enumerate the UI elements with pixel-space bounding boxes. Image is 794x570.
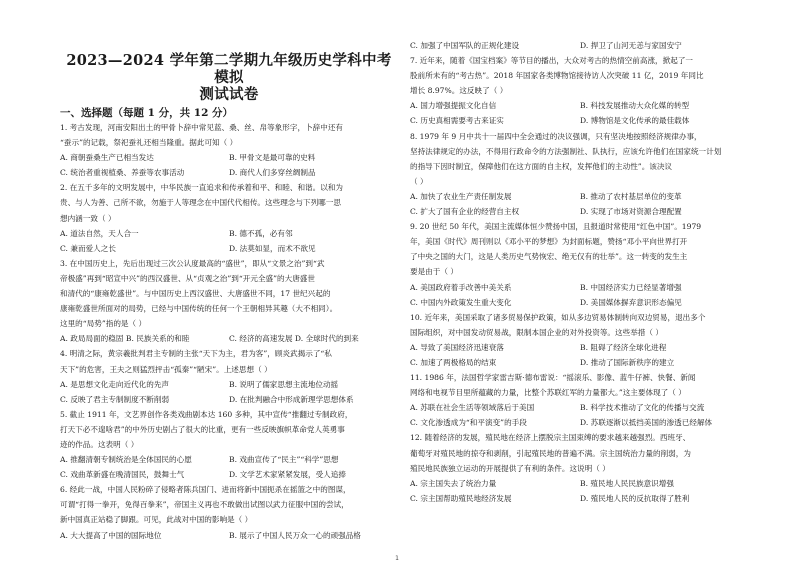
option-text: D. 文学艺术家紧紧发展，受人追捧 (229, 470, 346, 480)
question-text-line: 了中央之国的大门，这是人类历史气势恢宏、绝无仅有的壮举”。这一转变的发生主 (410, 252, 688, 262)
option-row (60, 150, 398, 165)
question-text-line: 年，美国《时代》周刊则以《邓小平的梦想》为封面标题，赞扬“邓小平向世界打开 (410, 237, 688, 247)
left-questions (60, 120, 398, 543)
question-text-line: 天下”的危害，王夫之则猛烈抨击“孤秦”“陋宋”。上述思想（ ） (60, 364, 272, 374)
question-text-line: 10. 近年来，美国采取了诸多贸易保护政策，如从多边贸易体制转向双边贸易，退出多个 (410, 312, 706, 322)
question-text-line: 1. 考古发现，河南安阳出土的甲骨卜辞中常见蓝、桑、丝、帛等象形字，卜辞中还有 (60, 123, 344, 132)
question-text-line: 迹的作品。这表明（ ） (60, 439, 139, 449)
option-row (60, 331, 398, 346)
option-text: B. 阻碍了经济全球化进程 (580, 342, 667, 352)
option-text: D. 捍卫了山河无恙与家国安宁 (580, 41, 682, 50)
option-row (60, 377, 398, 392)
question-text-line: 3. 在中国历史上，先后出现过三次公认度最高的“盛世”，即从“文景之治”到“武 (60, 258, 325, 268)
option-text: C. 戏曲革新盛在晚清国民，鼓舞士气 (60, 470, 185, 480)
option-text: D. 美国媒体摒弃意识形态偏见 (580, 297, 682, 307)
question-text-line: 4. 明清之际，黄宗羲批判君主专制的主张“天下为主，君为客”，顾炎武揭示了“私 (60, 349, 332, 359)
question-text-line: 这里的“局势”指的是（ ） (60, 319, 147, 329)
option-text: D. 在批判融合中形成新理学思想体系 (229, 394, 354, 404)
option-row (410, 295, 750, 310)
exam-title (60, 52, 398, 103)
option-text: C. 中国内外政策发生重大变化 (410, 297, 512, 307)
question-text-line: 的指导下因时制宜，保障他们在这方面的自主权，发挥他们的主动性”。该决议 (410, 161, 673, 171)
question-text-line: 想内涵一致（ ） (60, 213, 116, 223)
option-row (410, 204, 750, 219)
question-text-line: （ ） (410, 176, 428, 186)
question-text-line: 和清代的“康雍乾盛世”。与中国历史上西汉盛世、大唐盛世不同，17 世纪兴起的 (60, 289, 331, 299)
exam-title-line-1: 2023—2024 学年第二学期九年级历史学科中考模拟 (66, 52, 392, 86)
option-text: C. 扩大了国有企业的经营自主权 (410, 207, 520, 217)
question-text-line: 新中国真正站稳了脚跟。可见，此战对中国的影响是（ ） (60, 515, 253, 525)
option-text: D. 苏联逐渐以抵挡美国的渗透已经解体 (580, 418, 713, 428)
option-text: B. 德不孤，必有邻 (229, 228, 293, 238)
option-text: D. 推动了国际新秩序的建立 (580, 357, 675, 367)
option-text: A. 导致了美国经济迅速衰落 (410, 342, 504, 352)
option-text: D. 商代人们多穿丝绸制品 (229, 168, 316, 178)
question-text-line: 增长 8.97%。这反映了（ ） (410, 86, 508, 96)
question-text-line: 网络和电视节目里所蕴藏的力量，比整个苏联红军的力量都大。”这主要体现了（ ） (410, 388, 686, 398)
option-text: B. 甲骨文是最可靠的史料 (229, 153, 316, 163)
option-row (410, 113, 750, 128)
question-text-line: 帝极盛”再到“昭宣中兴”的西汉盛世、从“贞观之治”到“开元全盛”的大唐盛世 (60, 273, 315, 283)
option-row (410, 98, 750, 113)
option-text: C. 文化渗透成为“和平演变”的手段 (410, 418, 527, 428)
question-text-line: 坚持法律规定的办法，不得用行政命令的方法强制社、队执行，应该允许他们在国家统一计划 (410, 146, 722, 156)
option-text: A. 国力增强提振文化自信 (410, 101, 497, 111)
question-text-line: 6. 经此一战，中国人民粉碎了侵略者陈兵国门、进而将新中国扼杀在摇篮之中的图谋， (60, 485, 351, 495)
question-text-line: 9. 20 世纪 50 年代，美国主流媒体恒少赞扬中国，且报道时常使用“红色中国”。1979 (410, 222, 702, 232)
option-text: C. 加强了中国军队的正规化建设 (410, 41, 520, 50)
option-text: A. 道法自然，天人合一 (60, 228, 139, 238)
option-text: D. 博物馆是文化传承的最佳载体 (580, 116, 690, 126)
right-column (410, 38, 750, 506)
question-text-line: 8. 1979 年 9 月中共十一届四中全会通过的决议强调，只有坚决地按照经济规律办事， (410, 131, 702, 141)
option-row (60, 528, 398, 543)
question-text-line: 11. 1986 年，法国哲学家雷吉斯·德布雷说：“摇滚乐、影像、蓝牛仔裤、快餐、新闻 (410, 373, 696, 383)
right-questions (410, 38, 750, 506)
question-text-line: 股前所未有的“考古热”。2018 年国家各类博物馆接待访人次突破 11 亿，2019 年同比 (410, 71, 704, 81)
option-text: C. 兼而爱人之长 (60, 243, 116, 253)
option-text: B. 殖民地人民民族意识增强 (580, 478, 674, 488)
option-row (410, 415, 750, 430)
option-text: B. 中国经济实力已经显著增强 (580, 282, 682, 292)
option-text: C. 历史真相需要考古来证实 (410, 116, 504, 126)
question-text-line: “蚕示”的记载，祭祀蚕礼还相当隆重。据此可知（ ） (60, 138, 238, 148)
question-text-line: 国际组织，对中国发动贸易战，限制本国企业的对外投资等。这些举措（ ） (410, 327, 664, 337)
question-text-line: 要是由于（ ） (410, 267, 458, 277)
option-text: D. 殖民地人民的反抗取得了胜利 (580, 493, 690, 503)
option-text: C. 宗主国帮助殖民地经济发展 (410, 493, 512, 503)
option-text: C. 加速了两极格局的结束 (410, 357, 497, 367)
option-text: A. 加快了农业生产责任制发展 (410, 191, 512, 201)
question-text-line: 可谓“打得一拳开，免得百拳来”，帝国主义再也不敢做出试图以武力征服中国的尝试， (60, 500, 349, 510)
option-text: B. 科学技术推动了文化的传播与交流 (580, 403, 705, 413)
option-text: D. 法莫如显，而术不欲见 (229, 243, 316, 253)
question-text-line: 2. 在五千多年的文明发展中，中华民族一直追求和传承着和平、和睦、和谐。以和为 (60, 183, 344, 193)
left-column (60, 40, 398, 543)
option-text: A. 是思想文化走向近代化的先声 (60, 379, 170, 389)
option-text: A. 苏联在社会生活等领域落后于美国 (410, 403, 535, 413)
option-text: C. 统治者重视植桑、养蚕等农事活动 (60, 168, 185, 178)
option-text: B. 展示了中国人民万众一心的顽强品格 (229, 530, 361, 540)
option-row (410, 280, 750, 295)
option-text: A. 商朝蚕桑生产已相当发达 (60, 153, 154, 163)
option-row (60, 241, 398, 256)
option-text: D. 实现了市场对资源合理配置 (580, 207, 682, 217)
option-row (410, 355, 750, 370)
option-text: A. 宗主国失去了统治力量 (410, 478, 497, 488)
exam-title-line-2: 测试试卷 (199, 86, 259, 103)
option-row (410, 491, 750, 506)
question-text-line: 打天下必不遑啥君”的中外历史剧占了很大的比重，更有一些反映旗帜革命党人英勇事 (60, 424, 345, 434)
option-text: A. 推翻清朝专制统治是全体国民的心愿 (60, 455, 192, 465)
option-row (60, 452, 398, 467)
question-text-line: 贵、与人为善、己所不欲，勿施于人等理念在中国代代相传。这些理念与下列哪一思 (60, 198, 341, 208)
question-text-line: 5. 截止 1911 年，文艺界创作各类戏曲剧本达 160 多种，其中宣传“推翻过专制政府， (60, 409, 353, 419)
option-row (60, 392, 398, 407)
option-row (60, 467, 398, 482)
option-text: B. 说明了儒家思想主流地位动摇 (229, 379, 339, 389)
option-text: C. 反映了君主专制制度不断削弱 (60, 394, 170, 404)
option-text: B. 戏曲宣传了“民主”“科学”思想 (229, 455, 339, 465)
option-row (60, 226, 398, 241)
option-text: B. 科技发展推动大众化媒的转型 (580, 101, 690, 111)
option-text: C. 经济的高速发展 D. 全球时代的到来 (229, 334, 359, 344)
question-text-line: 7. 近年来，随着《国宝档案》等节目的播出，大众对考古的热情空前高涨，掀起了一 (410, 56, 694, 66)
section-heading: 一、选择题（每题 1 分，共 12 分） (60, 107, 234, 119)
question-text-line: 康雍乾盛世所面对的局势，已经与中国传统的任何一个王朝相异其趣（大不相同）。 (60, 304, 338, 314)
option-row (60, 165, 398, 180)
option-row (410, 340, 750, 355)
question-text-line: 葡萄牙对殖民地的掠夺和剥削，引起殖民地的普遍不满。宗主国统治力量的削弱，为 (410, 448, 691, 458)
option-text: A. 美国政府着手改善中美关系 (410, 282, 512, 292)
option-text: B. 推动了农村基层单位的变革 (580, 191, 682, 201)
question-text-line: 殖民地民族独立运动的开展提供了有利的条件。这说明（ ） (410, 463, 610, 473)
option-row (410, 476, 750, 491)
option-text: A. 政局局面的稳固 B. 民族关系的和睦 (60, 334, 190, 344)
option-text: A. 大大提高了中国的国际地位 (60, 530, 162, 540)
question-text-line: 12. 随着经济的发展，殖民地在经济上摆脱宗主国束缚的要求越来越强烈。西班牙、 (410, 433, 691, 443)
page-number: 1 (395, 555, 399, 562)
option-row (410, 400, 750, 415)
option-row (410, 189, 750, 204)
option-row (410, 38, 750, 53)
